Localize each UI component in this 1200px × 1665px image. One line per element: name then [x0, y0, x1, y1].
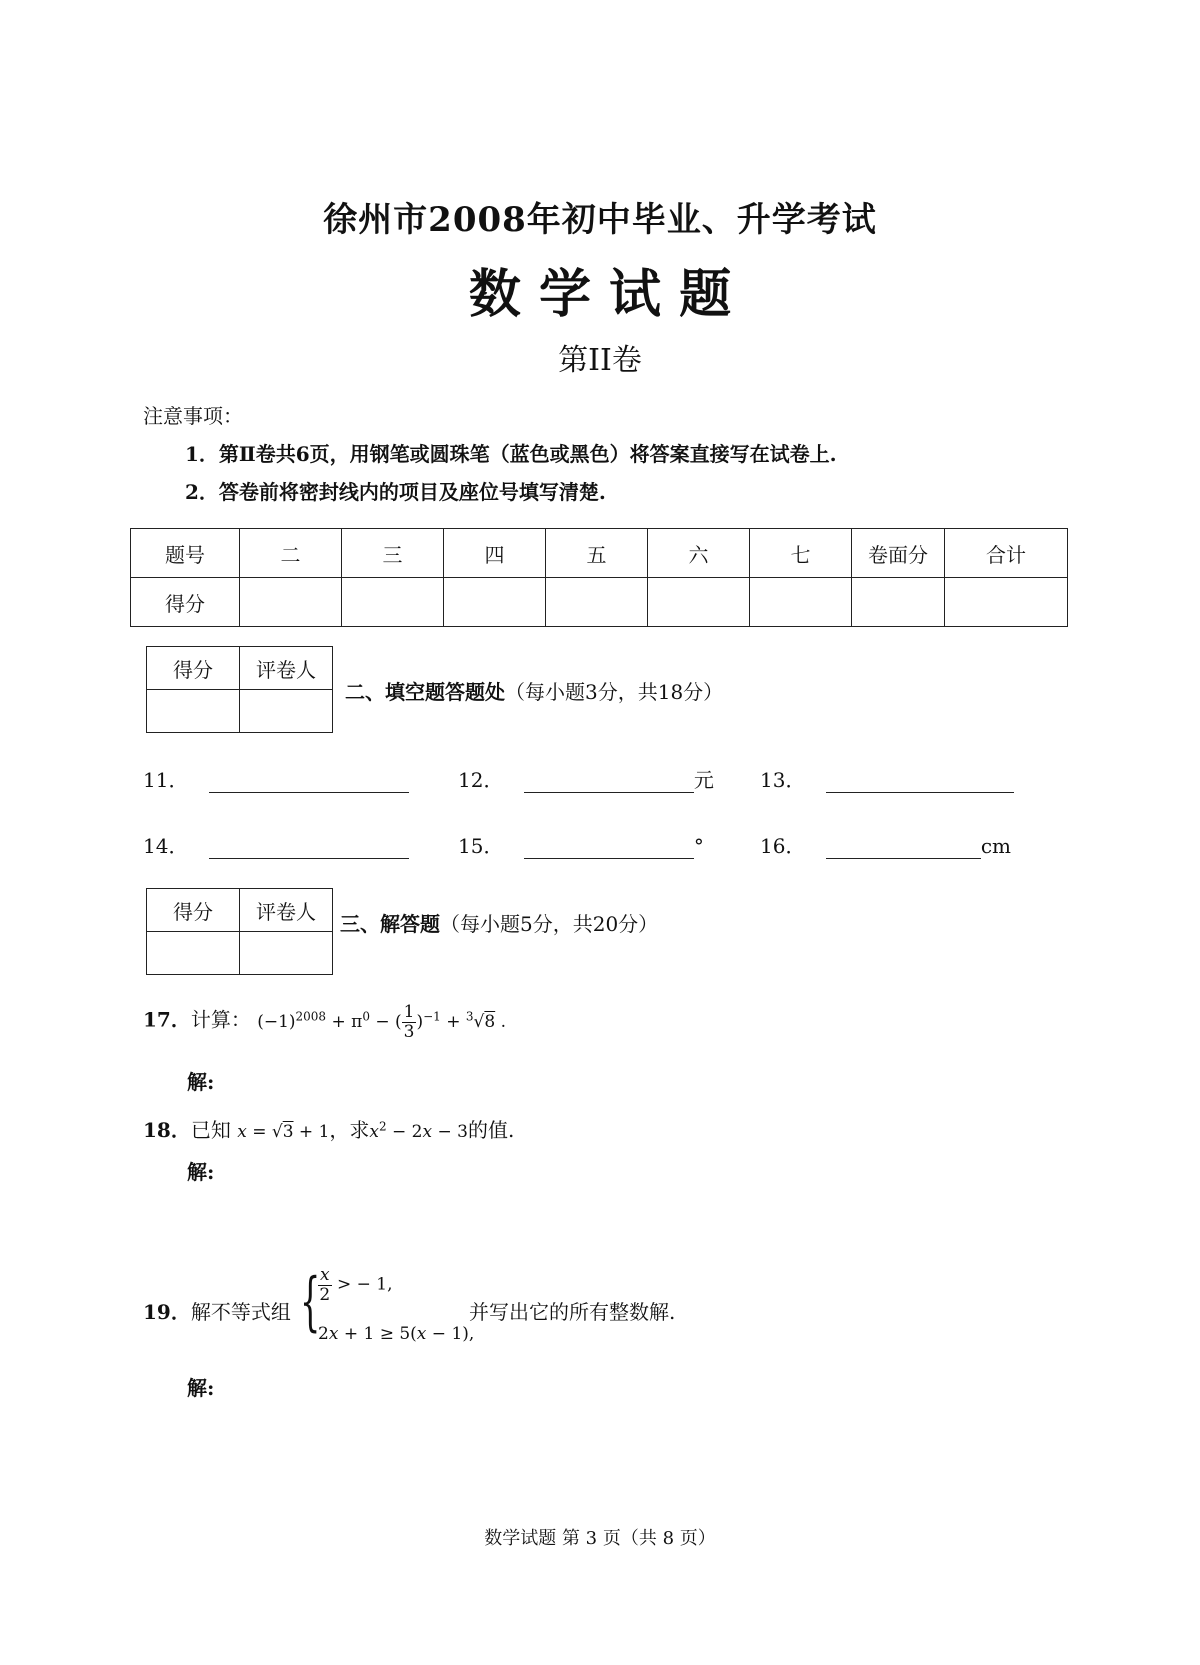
score-header-cell: 五	[546, 529, 648, 578]
score-header-cell: 合计	[945, 529, 1068, 578]
blank-item-16	[760, 830, 1011, 859]
notice-item-2: 2．答卷前将密封线内的项目及座位号填写清楚.	[185, 480, 606, 504]
section3-title: 三、解答题	[340, 912, 440, 936]
score-cell[interactable]	[750, 578, 852, 627]
unit-label: 元	[693, 768, 714, 792]
blank-item-13	[760, 764, 1014, 793]
formula-18b: $x^2 - 2x - 3$	[369, 1119, 468, 1142]
answer-blank-16[interactable]	[826, 836, 981, 859]
section3-heading	[340, 908, 658, 937]
score-table-score-row	[131, 578, 1068, 627]
volume-title: 第II卷	[558, 343, 642, 378]
notice-heading: 注意事项：	[143, 404, 243, 428]
formula-18a: x = √3 + 1	[237, 1122, 330, 1142]
score-table	[130, 528, 1068, 627]
section2-heading	[345, 676, 723, 705]
section2-grader-table	[146, 646, 333, 733]
formula-17: $(-1)^{2008} + \pi^0$ − ( $\frac{1}{3}$ )$^{-1}$ + $^3$√8 .	[257, 1002, 506, 1042]
score-header-cell: 卷面分	[852, 529, 945, 578]
section3-note: （每小题5分，共20分）	[440, 912, 659, 936]
score-table-header-row	[131, 529, 1068, 578]
question-number: 16．	[760, 834, 806, 858]
score-cell[interactable]	[546, 578, 648, 627]
score-cell[interactable]	[444, 578, 546, 627]
inequality-1: $\frac{x}{2}$ > − 1,	[319, 1265, 393, 1305]
question-text: 的值.	[467, 1118, 515, 1142]
unit-label: cm	[980, 834, 1011, 858]
question-text: 已知	[190, 1118, 231, 1142]
exam-title: 徐州市2008年初中毕业、升学考试	[323, 200, 877, 240]
score-cell[interactable]	[945, 578, 1068, 627]
answer-label-17: 解:	[187, 1070, 215, 1094]
score-header-cell: 二	[240, 529, 342, 578]
score-header-cell: 题号	[131, 529, 240, 578]
answer-label-19: 解:	[187, 1376, 215, 1400]
brace-icon: {	[300, 1265, 321, 1339]
answer-blank-12[interactable]	[524, 770, 694, 793]
score-header-cell: 六	[648, 529, 750, 578]
blank-item-12	[458, 764, 714, 793]
score-cell[interactable]	[648, 578, 750, 627]
question-number: 14．	[143, 834, 189, 858]
score-cell[interactable]	[240, 578, 342, 627]
question-number: 13．	[760, 768, 806, 792]
subject-title: 数 学 试 题	[468, 264, 732, 325]
answer-label-18: 解:	[187, 1160, 215, 1184]
blank-item-15	[458, 830, 704, 859]
answer-blank-13[interactable]	[826, 770, 1014, 793]
section3-grader-table	[146, 888, 333, 975]
question-19-text: 并写出它的所有整数解.	[469, 1300, 676, 1324]
question-19-label	[143, 1296, 291, 1325]
question-17	[143, 1003, 506, 1041]
question-text: ，求	[329, 1118, 370, 1142]
grader-score-label: 得分	[147, 647, 240, 690]
question-text: 解不等式组	[190, 1300, 291, 1324]
answer-blank-15[interactable]	[524, 836, 694, 859]
score-header-cell: 四	[444, 529, 546, 578]
score-header-cell: 七	[750, 529, 852, 578]
grader-name-label: 评卷人	[240, 647, 333, 690]
score-header-cell: 三	[342, 529, 444, 578]
grader-score-cell[interactable]	[147, 932, 240, 975]
question-number: 17．	[143, 1007, 191, 1032]
section2-note: （每小题3分，共18分）	[505, 680, 724, 704]
question-number: 12．	[458, 768, 504, 792]
question-number: 18．	[143, 1118, 191, 1142]
score-cell[interactable]	[852, 578, 945, 627]
question-text: 计算：	[190, 1007, 251, 1032]
section2-title: 二、填空题答题处	[345, 680, 505, 704]
grader-score-label: 得分	[147, 889, 240, 932]
question-number: 19．	[143, 1300, 191, 1324]
question-number: 15．	[458, 834, 504, 858]
answer-blank-11[interactable]	[209, 770, 409, 793]
blank-item-14	[143, 830, 409, 859]
question-18	[143, 1114, 514, 1143]
notice-item-1: 1．第Ⅱ卷共6页，用钢笔或圆珠笔（蓝色或黑色）将答案直接写在试卷上.	[185, 442, 837, 466]
grader-score-cell[interactable]	[147, 690, 240, 733]
unit-label: °	[693, 834, 704, 858]
score-row-label: 得分	[131, 578, 240, 627]
blank-item-11	[143, 764, 409, 793]
page-footer: 数学试题 第 3 页（共 8 页）	[484, 1528, 716, 1549]
grader-name-cell[interactable]	[240, 932, 333, 975]
grader-name-label: 评卷人	[240, 889, 333, 932]
grader-name-cell[interactable]	[240, 690, 333, 733]
inequality-2: 2x + 1 ≥ 5(x − 1),	[318, 1324, 475, 1344]
question-number: 11．	[143, 768, 189, 792]
score-cell[interactable]	[342, 578, 444, 627]
answer-blank-14[interactable]	[209, 836, 409, 859]
